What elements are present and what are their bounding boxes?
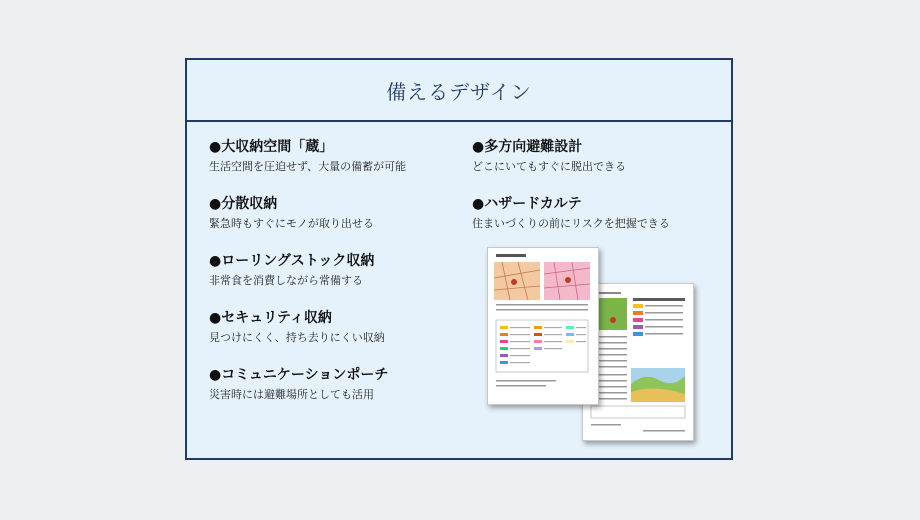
feature-description: 生活空間を圧迫せず、大量の備蓄が可能 [209, 160, 407, 173]
feature-description: どこにいてもすぐに脱出できる [472, 160, 626, 173]
feature-item [209, 195, 459, 231]
feature-item [472, 138, 722, 174]
feature-item [209, 138, 459, 174]
feature-title: ●セキュリティ収納 [209, 310, 332, 326]
feature-title: ●コミュニケーションポーチ [209, 367, 389, 383]
feature-title: ●分散収納 [209, 196, 278, 212]
document-page-front [487, 247, 599, 405]
feature-item [209, 252, 459, 288]
card-header [187, 60, 731, 122]
feature-item [209, 366, 459, 402]
document-page-front-graphic [488, 248, 598, 404]
feature-title: ●ローリングストック収納 [209, 253, 375, 269]
features-card [185, 58, 733, 460]
feature-description: 災害時には避難場所としても活用 [209, 388, 374, 401]
card-title: 備えるデザイン [386, 79, 532, 104]
feature-description: 非常食を消費しながら常備する [209, 274, 363, 287]
feature-item [472, 195, 722, 231]
feature-description: 見つけにくく、持ち去りにくい収納 [209, 331, 385, 344]
feature-description: 緊急時もすぐにモノが取り出せる [209, 217, 374, 230]
feature-item [209, 309, 459, 345]
feature-title: ●ハザードカルテ [472, 196, 582, 212]
feature-title: ●多方向避難設計 [472, 139, 583, 155]
features-right-column [472, 138, 722, 252]
document-page-back-graphic [583, 284, 693, 440]
features-left-column [209, 138, 459, 423]
hazard-chart-illustration [487, 247, 707, 443]
feature-description: 住まいづくりの前にリスクを把握できる [472, 217, 670, 230]
feature-title: ●大収納空間「蔵」 [209, 139, 334, 155]
